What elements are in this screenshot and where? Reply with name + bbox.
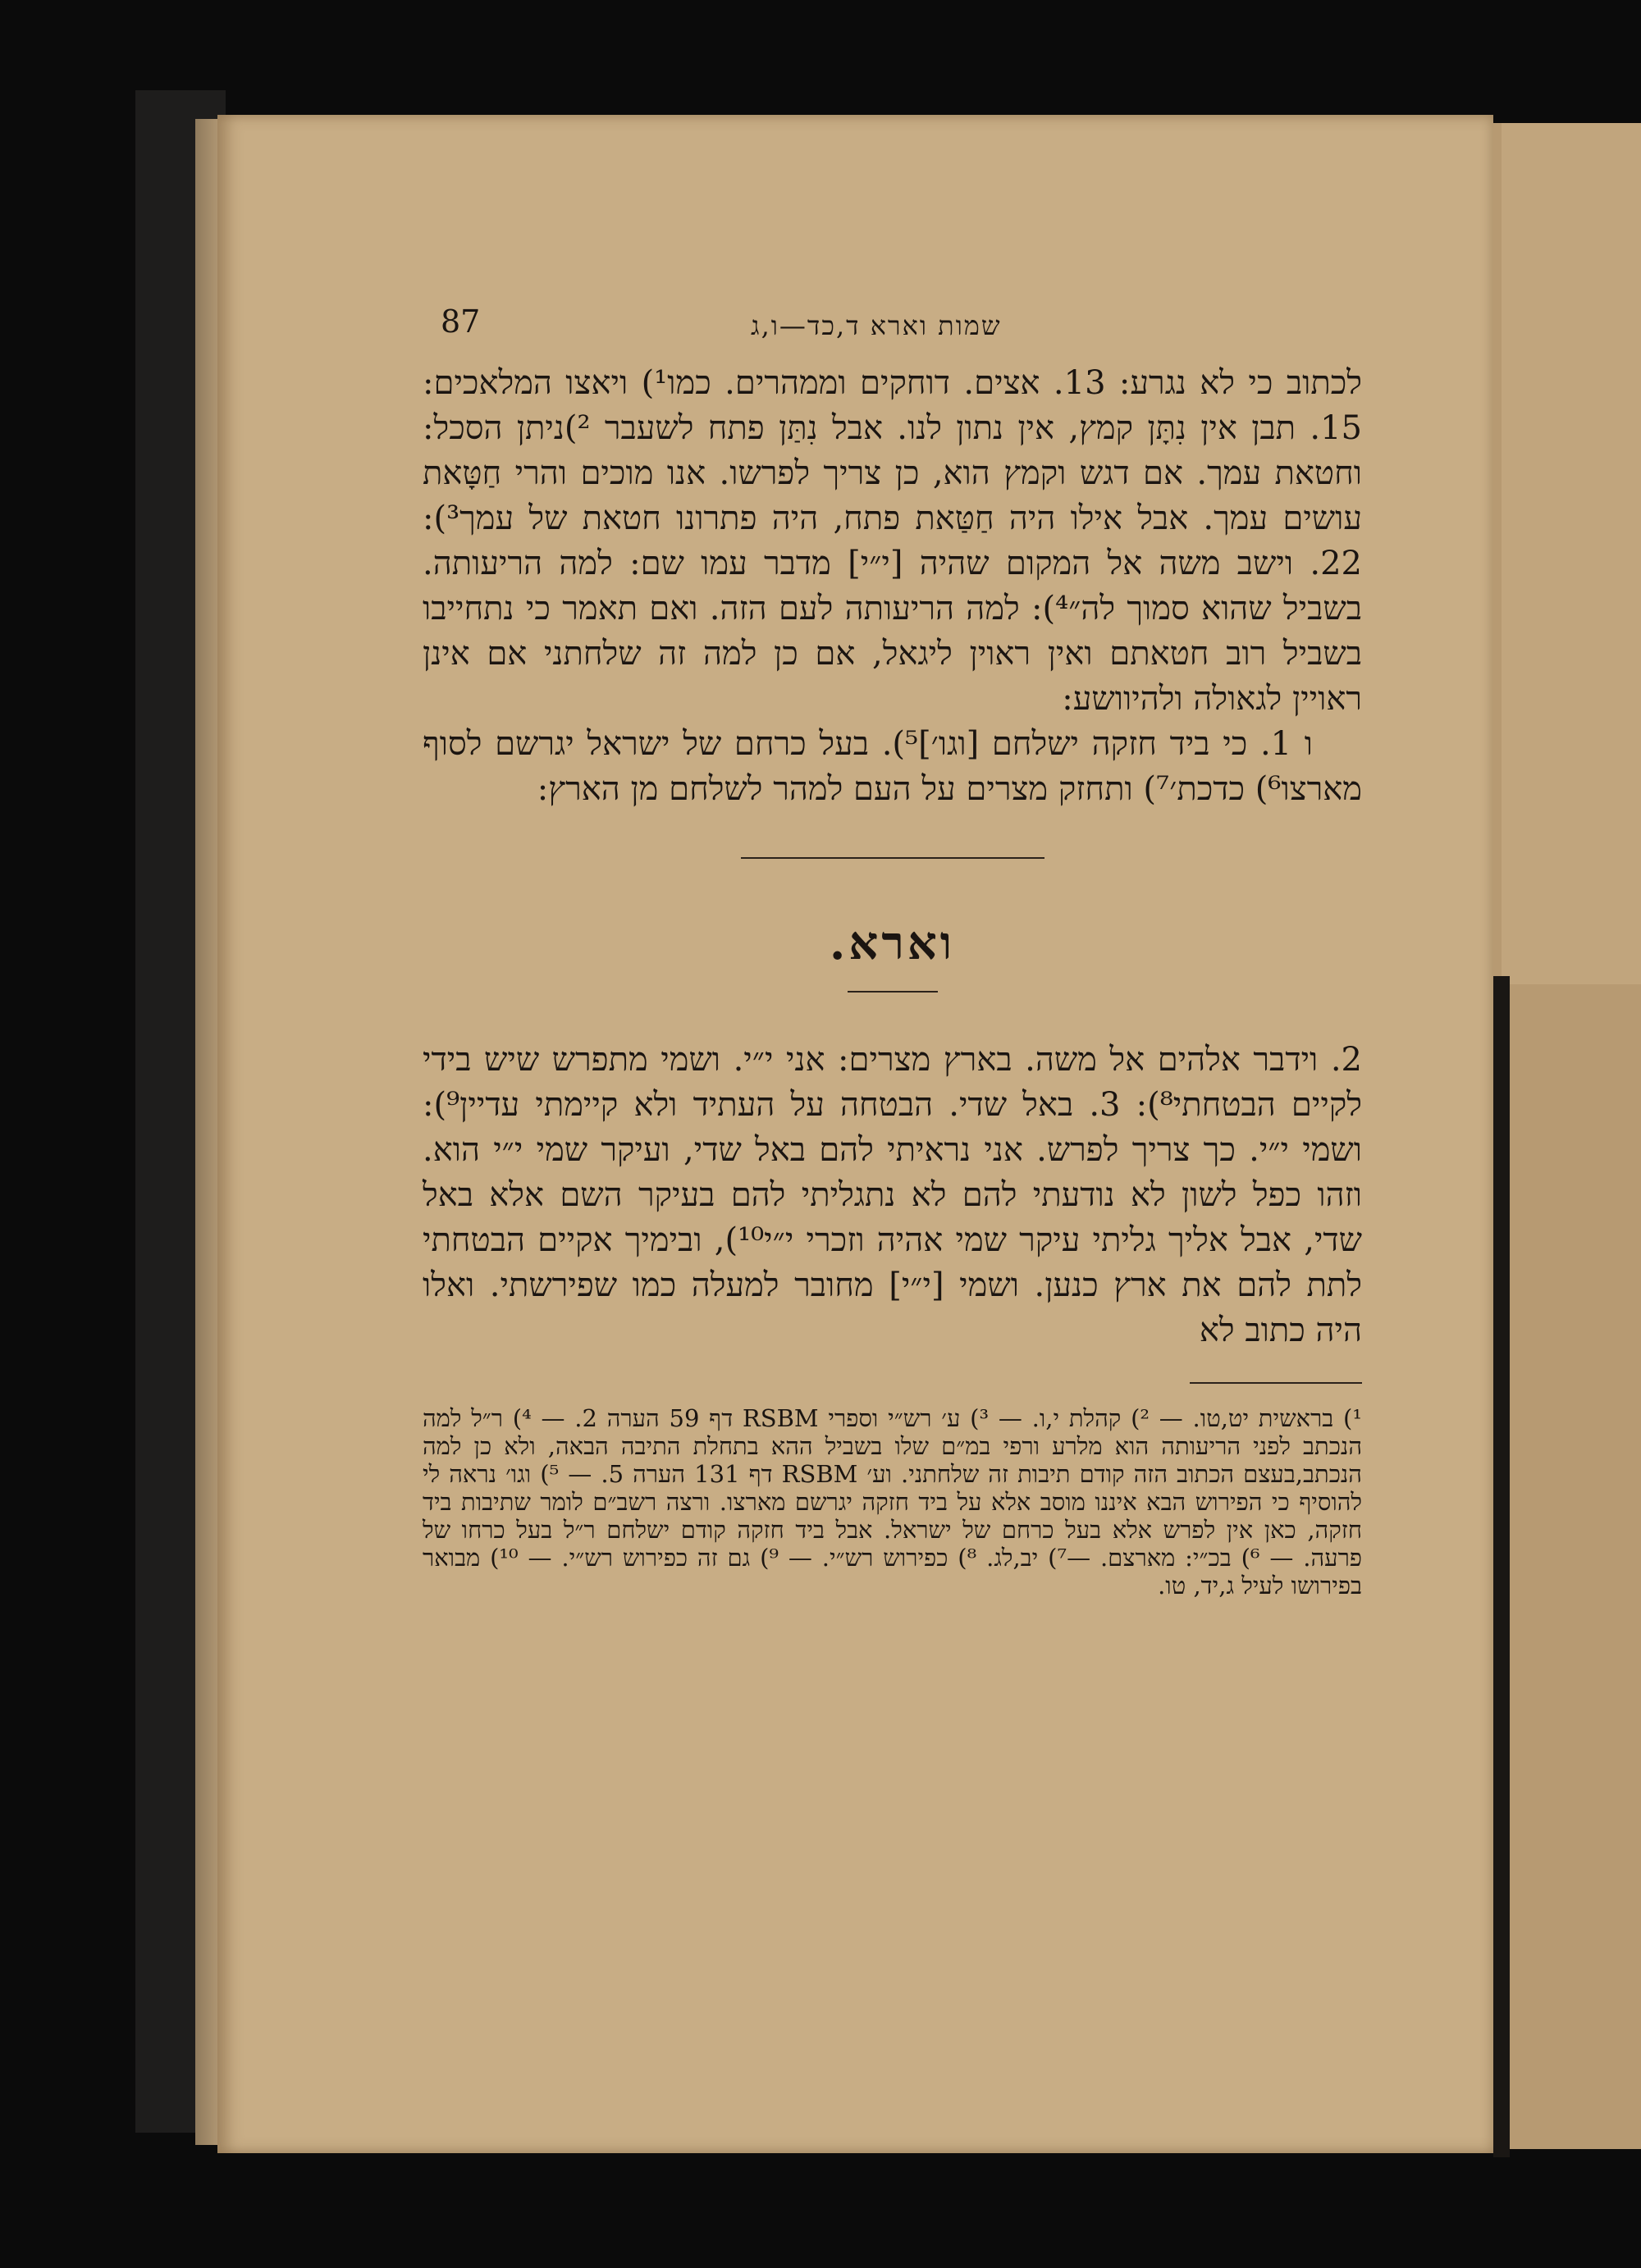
title-underline [848, 991, 938, 993]
commentary-paragraph-chapter-6: ו 1. כי ביד חזקה ישלחם [וגו׳]⁵). בעל כרחם של ישראל יגרשם לסוף מארצו⁶) כדכת׳⁷) ותחזק מצרים על העם למהר לשלחם מן הארץ: [423, 725, 1362, 808]
section-title: וארא. [829, 916, 956, 970]
page-content [423, 303, 1362, 1599]
section-divider [741, 857, 1044, 859]
section-paragraph: 2. וידבר אלהים אל משה. בארץ מצרים: אני י״י. ושמי מתפרש שיש בידי לקיים הבטחתי⁸): 3. באל שדי. הבטחה על העתיד ולא קיימתי עדיין⁹): ושמי י״י. כך צריך לפרש. אני נראיתי להם באל שדי, ועיקר שמי י״י הוא. וזהו כפל לשון לא נודעתי להם לא נתגליתי להם בעיקר השם אלא באל שדי, אבל אליך גליתי עיקר שמי אהיה וזכרי י״י¹⁰), ובימיך אקיים הבטחתי לתת להם את ארץ כנען. ושמי [י״י] מחובר למעלה כמו שפירשתי. ואלו היה כתוב לא [423, 1041, 1362, 1349]
footnotes: ¹) בראשית יט,טו. — ²) קהלת י,ו. — ³) ע׳ רש״י וספרי RSBM דף 59 הערה 2. — ⁴) ר״ל למה הנכתב לפני הריעותה הוא מלרע ורפי במ״ם שלו בשביל ההא בתחלת התיבה הבאה, ולא כן למה הנכתב,בעצם הכתוב הזה קודם תיבות זה שלחתני. וע׳ RSBM דף 131 הערה 5. — ⁵) וגו׳ נראה לי להוסיף כי הפירוש הבא איננו מוסב אלא על ביד חזקה יגרשם מארצו. ורצה רשב״ם לומר שתיבות ביד חזקה, כאן אין לפרש אלא בעל כרחם של ישראל. אבל ביד חזקה קודם ישלחם ר״ל בעל כרחו של פרעה. — ⁶) בכ״י: מארצם. —⁷) יב,לג. ⁸) כפירוש רש״י. — ⁹) גם זה כפירוש רש״י. — ¹⁰) מבואר בפירושו לעיל ג,יד, טו. [423, 1404, 1363, 1599]
footnote-rule [1190, 1382, 1362, 1384]
page-number: 87 [441, 303, 481, 340]
adjacent-page-upper [1502, 123, 1641, 984]
page-fold-shadow [1493, 976, 1510, 2157]
commentary-paragraph: לכתוב כי לא נגרע: 13. אצים. דוחקים וממהרים. כמו¹) ויאצו המלאכים: 15. תבן אין נִתָּן קמץ, אין נתון לנו. אבל נִתַּן פתח לשעבר ²)ניתן הסכל: וחטאת עמך. אם דגש וקמץ הוא, כן צריך לפרשו. אנו מוכים והרי חַטָּאת עושים עמך. אבל אילו היה חַטַּאת פתח, היה פתרונו חטאת של עמך³): 22. וישב משה אל המקום שהיה [י״י] מדבר עמו שם: למה הריעותה. בשביל שהוא סמוך לה״⁴): למה הריעותה לעם הזה. ואם תאמר כי נתחייבו בשביל רוב חטאתם ואין ראוין ליגאל, אם כן למה זה שלחתני אם אינן ראויין לגאולה ולהיוושע: [423, 364, 1363, 718]
running-title: שמות וארא ד,כד—ו,ג [751, 310, 1002, 341]
running-head [423, 303, 1362, 361]
